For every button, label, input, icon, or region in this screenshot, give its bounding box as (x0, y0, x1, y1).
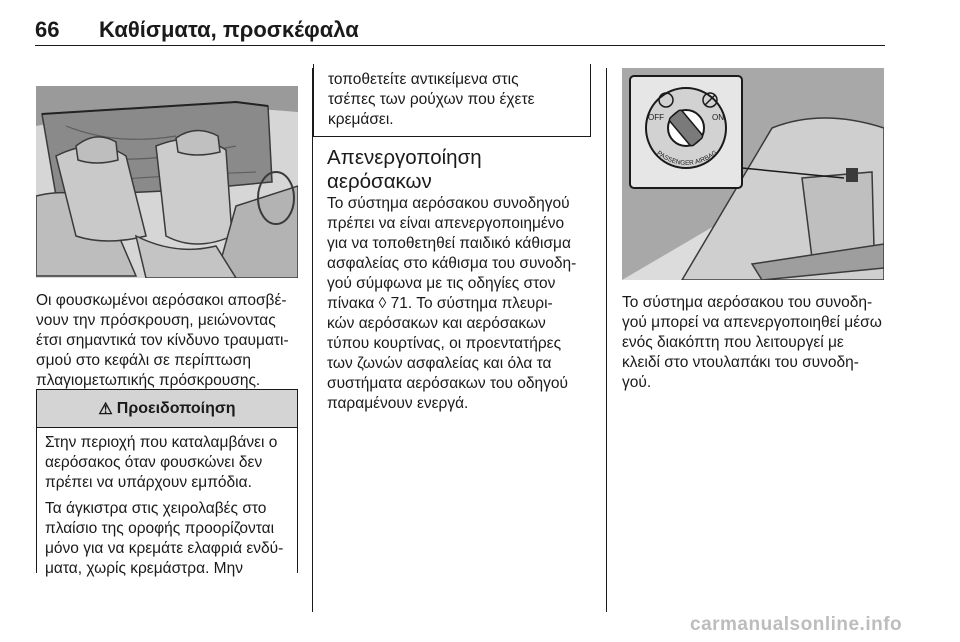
warning-box (36, 389, 298, 577)
warning-box-continued: τοποθετείτε αντικείμενα στις τσέπες των ρούχων που έχετε κρεμάσει. (313, 64, 591, 137)
watermark: carmanualsonline.info (690, 614, 903, 635)
figure-caption: Οι φουσκωμένοι αερόσακοι αποσβέ- νουν την πρόσκρουση, μειώνοντας έτσι σημαντικά τον κίνδυνο τραυματι- σμού στο κεφάλι σε περίπτωση πλαγιομετωπικής πρόσκρουσης. (36, 292, 289, 389)
warning-title: Προειδοποίηση (116, 399, 236, 417)
page-header (35, 17, 885, 47)
column-divider (312, 68, 313, 612)
page-title: Καθίσματα, προσκέφαλα (99, 17, 359, 42)
curtain-airbag-illustration (36, 86, 298, 278)
warning-header (37, 390, 297, 428)
figure-caption: Το σύστημα αερόσακου του συνοδη- γού μπορεί να απενεργοποιηθεί μέσω ενός διακόπτη που λειτουργεί με κλειδί στο ντουλαπάκι του συνοδη- γού. (622, 294, 882, 391)
column-divider (606, 68, 607, 612)
warning-icon: ⚠ (98, 400, 113, 418)
header-rule (35, 45, 885, 46)
switch-arc-label: PASSENGER AIRBAG (655, 149, 719, 168)
body-paragraph: Το σύστημα αερόσακου συνοδηγού πρέπει να είναι απενεργοποιημένο για να τοποθετηθεί παιδικό κάθισμα ασφαλείας στο κάθισμα του συνοδη- γού σύμφωνα με τις οδηγίες στον πίνακα ◊ 71. Το σύστημα πλευρι- κών αερόσακων και αερόσακων τύπου κουρτίνας, οι προεντατήρες των ζωνών ασφαλείας και όλα τα συστήματα αερόσακων του οδηγού παραμένουν ενεργά. (327, 195, 577, 412)
switch-on-label: ON (712, 113, 724, 122)
page-number: 66 (35, 17, 60, 42)
warning-body: Στην περιοχή που καταλαμβάνει ο αερόσακος όταν φουσκώνει δεν πρέπει να υπάρχουν εμπόδια. Τα άγκιστρα στις χειρολαβές στο πλαίσιο της οροφής προορίζονται μόνο για να κρεμάτε ελαφριά ενδύ- ματα, χωρίς κρεμάστρα. Μην (45, 434, 284, 577)
section-heading: Απενεργοποίηση αερόσακων (327, 146, 482, 193)
airbag-key-switch-illustration (622, 68, 884, 280)
switch-off-label: OFF (648, 113, 664, 122)
